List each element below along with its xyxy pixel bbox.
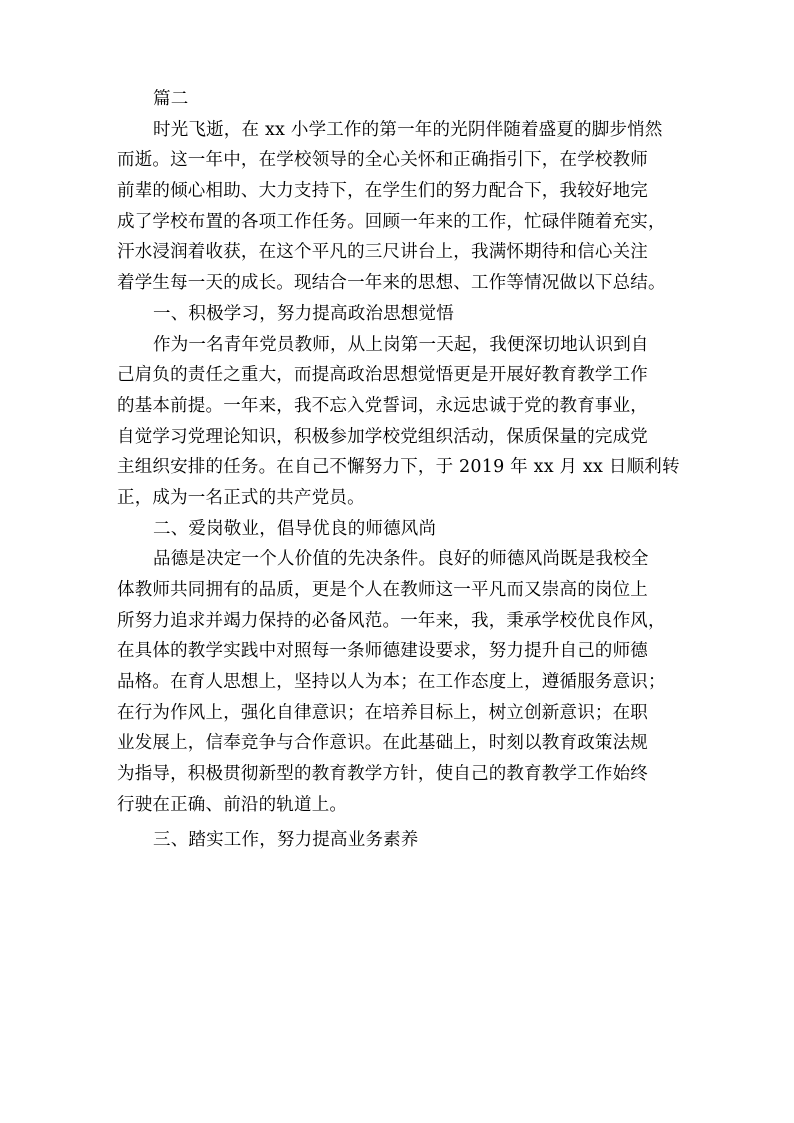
document-body [117, 88, 689, 851]
paragraph-line: 成了学校布置的各项工作任务。回顾一年来的工作，忙碌伴随着充实， [117, 211, 666, 232]
section-heading: 二、爱岗敬业，倡导优良的师德风尚 [153, 518, 437, 539]
paragraph-line: 品德是决定一个人价值的先决条件。良好的师德风尚既是我校全 [153, 549, 649, 570]
section-heading: 一、积极学习，努力提高政治思想觉悟 [153, 303, 454, 324]
paragraph-line: 主组织安排的任务。在自己不懈努力下，于 2019 年 xx 月 xx 日顺利转 [117, 457, 680, 478]
paragraph-line: 正，成为一名正式的共产党员。 [117, 487, 365, 508]
paragraph-line: 作为一名青年党员教师，从上岗第一天起，我便深切地认识到自 [153, 334, 649, 355]
paragraph-line: 所努力追求并竭力保持的必备风范。一年来，我，秉承学校优良作风， [117, 610, 666, 631]
paragraph-line: 业发展上，信奉竞争与合作意识。在此基础上，时刻以教育政策法规 [117, 733, 648, 754]
paragraph-line: 在具体的教学实践中对照每一条师德建设要求，努力提升自己的师德 [117, 641, 648, 662]
section-heading: 三、踏实工作，努力提高业务素养 [153, 829, 419, 850]
paragraph-line: 着学生每一天的成长。现结合一年来的思想、工作等情况做以下总结。 [117, 273, 666, 294]
paragraph-line: 而逝。这一年中，在学校领导的全心关怀和正确指引下，在学校教师 [117, 150, 648, 171]
paragraph-line: 己肩负的责任之重大，而提高政治思想觉悟更是开展好教育教学工作 [117, 365, 648, 386]
paragraph-line: 品格。在育人思想上，坚持以人为本；在工作态度上，遵循服务意识； [117, 672, 666, 693]
section-title: 篇二 [153, 89, 189, 109]
paragraph-line: 汗水浸润着收获，在这个平凡的三尺讲台上，我满怀期待和信心关注 [117, 242, 648, 263]
paragraph-line: 体教师共同拥有的品质，更是个人在教师这一平凡而又崇高的岗位上 [117, 580, 648, 600]
paragraph-line: 为指导，积极贯彻新型的教育教学方针，使自己的教育教学工作始终 [117, 764, 648, 785]
paragraph-line: 时光飞逝，在 xx 小学工作的第一年的光阴伴随着盛夏的脚步悄然 [153, 119, 663, 140]
paragraph-line: 行驶在正确、前沿的轨道上。 [117, 794, 348, 815]
paragraph-line: 自觉学习党理论知识，积极参加学校党组织活动，保质保量的完成党 [117, 426, 648, 447]
paragraph-line: 在行为作风上，强化自律意识；在培养目标上，树立创新意识；在职 [117, 702, 648, 723]
paragraph-line: 前辈的倾心相助、大力支持下，在学生们的努力配合下，我较好地完 [117, 181, 648, 202]
paragraph-line: 的基本前提。一年来，我不忘入党誓词，永远忠诚于党的教育事业， [117, 395, 648, 416]
